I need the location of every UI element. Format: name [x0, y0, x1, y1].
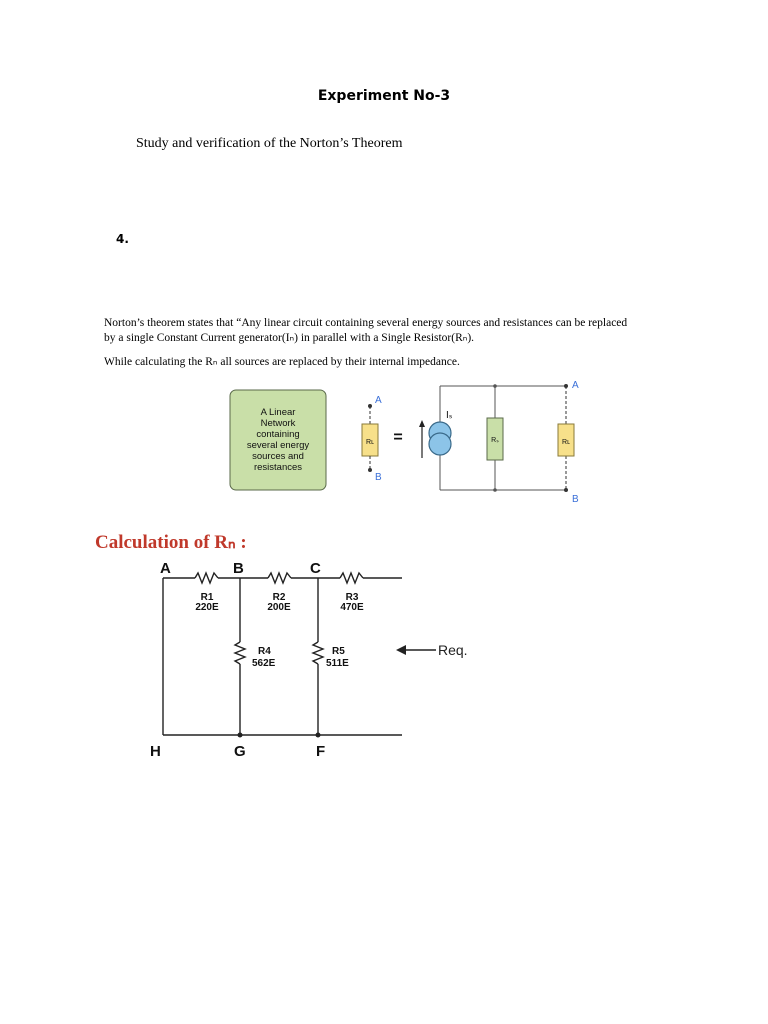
r5-value: 511E [326, 658, 349, 669]
r2-name: R2 [272, 592, 286, 603]
r1-value: 220E [195, 602, 219, 613]
r3-resistor [340, 573, 363, 583]
resistor-network-figure [140, 556, 500, 766]
r4-value: 562E [252, 658, 276, 669]
r5-name: R5 [332, 646, 345, 657]
r2-value: 200E [267, 602, 291, 613]
node-a-label: A [160, 560, 171, 577]
node-g-label: G [234, 743, 246, 760]
r2-resistor [268, 573, 291, 583]
network-line-6: resistances [253, 462, 303, 473]
r4-name: R4 [258, 646, 271, 657]
definition-line-2: by a single Constant Current generator(Iₙ) in parallel with a Single Resistor(Rₙ). [104, 332, 475, 344]
current-source-icon [429, 422, 451, 455]
r3-name: R3 [345, 592, 359, 603]
req-arrowhead-icon [396, 645, 406, 655]
network-line-2: Network [260, 418, 296, 429]
node-g-dot [238, 733, 243, 738]
terminal-b-label: B [375, 472, 382, 483]
node-h-label: H [150, 743, 161, 760]
r5-resistor [313, 642, 323, 664]
norton-terminal-b-label: B [572, 494, 579, 505]
node-f-dot [316, 733, 321, 738]
norton-definition-paragraph [104, 316, 724, 346]
load-resistor-label: Rʟ [366, 439, 374, 446]
network-line-3: containing [256, 429, 300, 440]
r3-value: 470E [340, 602, 364, 613]
current-arrowhead-icon [419, 420, 425, 427]
req-label: Req. [438, 642, 468, 658]
experiment-subtitle: Study and verification of the Norton’s Theorem [136, 136, 403, 151]
node-b-label: B [233, 560, 244, 577]
network-line-5: sources and [252, 451, 304, 462]
source-current-label: Iₛ [446, 410, 453, 421]
terminal-a-dot [368, 404, 372, 408]
network-line-1: A Linear [260, 407, 296, 418]
norton-terminal-a-label: A [572, 380, 579, 391]
node-c-label: C [310, 560, 321, 577]
page-title: Experiment No-3 [317, 88, 451, 104]
terminal-a-label: A [375, 395, 382, 406]
r1-name: R1 [200, 592, 214, 603]
norton-equivalent-figure [220, 378, 600, 506]
r4-resistor [235, 642, 245, 664]
rs-resistor-label: Rₛ [491, 437, 499, 444]
r1-resistor [195, 573, 218, 583]
norton-terminal-a-dot [564, 384, 568, 388]
network-line-4: several energy [246, 440, 310, 451]
definition-line-1: Norton’s theorem states that “Any linear circuit containing several energy sources and resistances can be replaced [104, 317, 628, 329]
terminal-b-dot [368, 468, 372, 472]
rn-calculation-note: While calculating the Rₙ all sources are replaced by their internal impedance. [104, 356, 460, 368]
norton-terminal-b-dot [564, 488, 568, 492]
rl-resistor-label: Rʟ [562, 439, 570, 446]
item-number: 4. [116, 232, 129, 246]
node-f-label: F [316, 743, 326, 760]
equals-sign: = [393, 429, 403, 446]
calculation-heading: Calculation of Rₙ : [95, 532, 247, 553]
